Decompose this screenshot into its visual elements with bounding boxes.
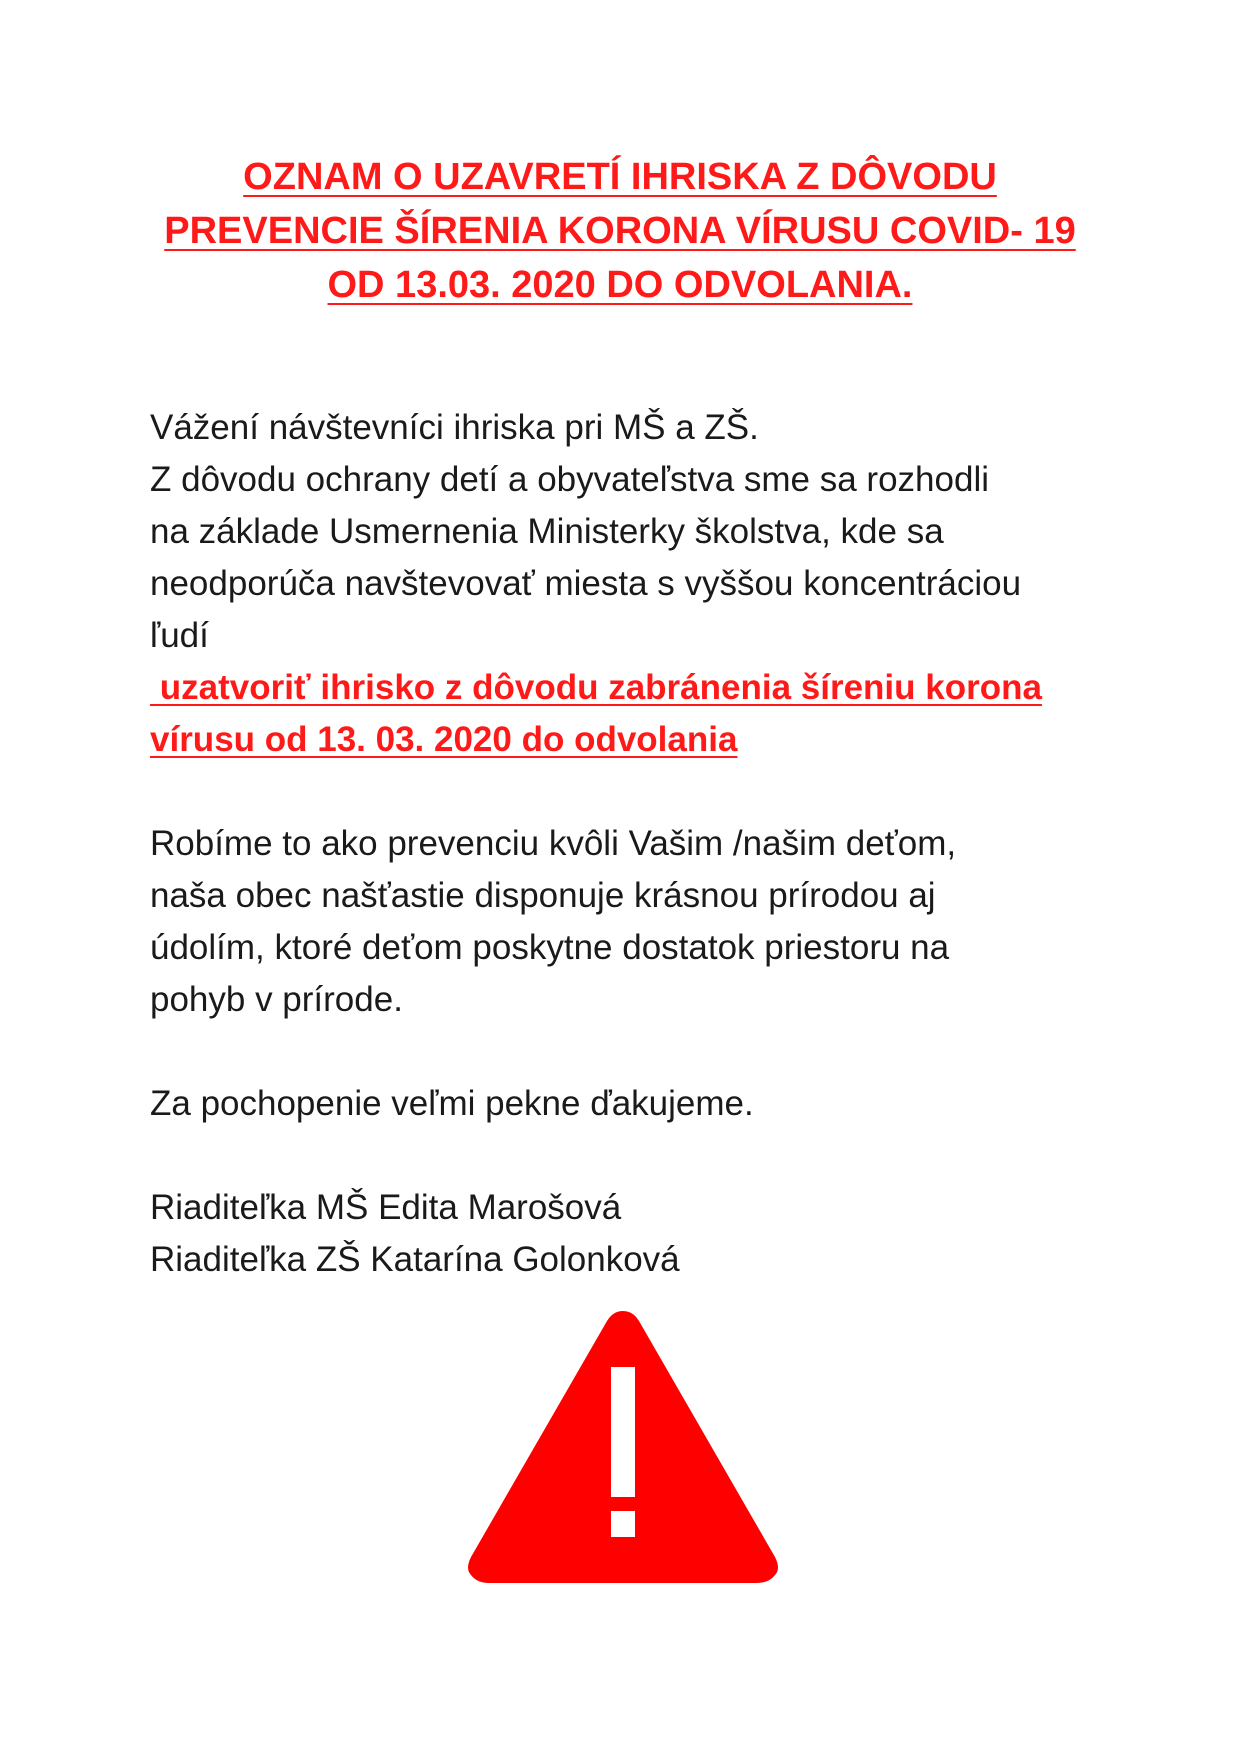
exclamation-dot — [611, 1511, 635, 1537]
paragraph-gap — [150, 766, 1110, 818]
exclamation-bar — [611, 1367, 635, 1497]
paragraph-gap — [150, 1026, 1110, 1078]
signature-1: Riaditeľka MŠ Edita Marošová — [150, 1188, 622, 1227]
notice-title — [120, 150, 1120, 312]
paragraph-gap — [150, 1130, 1110, 1182]
title-line-3: OD 13.03. 2020 DO ODVOLANIA. — [327, 264, 913, 306]
signature-2: Riaditeľka ZŠ Katarína Golonková — [150, 1240, 680, 1279]
paragraph-1-line-4: ľudí — [150, 616, 209, 655]
highlight-line-2: vírusu od 13. 03. 2020 do odvolania — [150, 720, 738, 759]
paragraph-1-line-1: Z dôvodu ochrany detí a obyvateľstva sme sa rozhodli — [150, 460, 989, 499]
title-line-1: OZNAM O UZAVRETÍ IHRISKA Z DÔVODU — [243, 156, 997, 198]
paragraph-1-line-2: na základe Usmernenia Ministerky školstva, kde sa — [150, 512, 944, 551]
greeting: Vážení návštevníci ihriska pri MŠ a ZŠ. — [150, 408, 759, 447]
thanks-line: Za pochopenie veľmi pekne ďakujeme. — [150, 1084, 754, 1123]
title-line-2: PREVENCIE ŠÍRENIA KORONA VÍRUSU COVID- 19 — [164, 210, 1076, 252]
paragraph-2-line-1: Robíme to ako prevenciu kvôli Vašim /našim deťom, — [150, 824, 957, 863]
warning-triangle-icon — [465, 1305, 781, 1585]
paragraph-2-line-2: naša obec našťastie disponuje krásnou prírodou aj — [150, 876, 936, 915]
notice-body — [150, 402, 1110, 1286]
highlight-line-1: uzatvoriť ihrisko z dôvodu zabránenia šíreniu korona — [150, 668, 1042, 707]
paragraph-1-line-3: neodporúča navštevovať miesta s vyššou koncentráciou — [150, 564, 1022, 603]
paragraph-2-line-3: údolím, ktoré deťom poskytne dostatok priestoru na — [150, 928, 950, 967]
paragraph-2-line-4: pohyb v prírode. — [150, 980, 403, 1019]
